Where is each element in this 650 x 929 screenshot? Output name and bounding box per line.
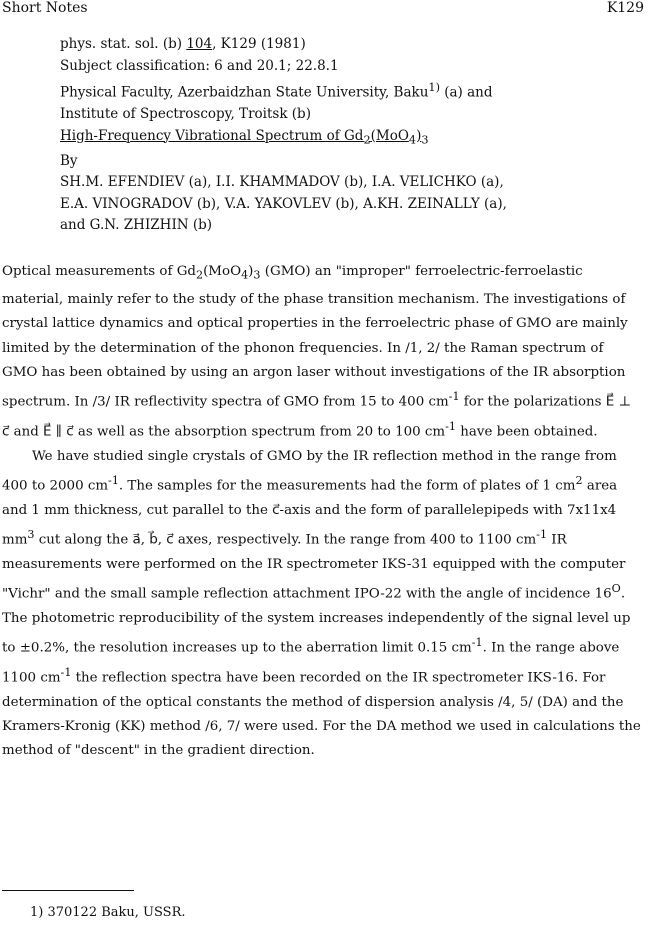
paragraph-1: Optical measurements of $Gd_2(MoO_4)_3$ (GMO) an "improper" ferroelectric-ferroelastic material, mainly refer to the study of the phase transition mechanism. The investigations of crystal lattice dynamics and optical properties in the ferroelectric phase of GMO are mainly limited by the determination of the phonon frequencies. In /1, 2/ the Raman spectrum of GMO has been obtained by using an argon laser without investigations of the IR absorption spectrum. In /3/ IR reflectivity spectra of GMO from 15 to 400 $cm^{-1}$ for the polarizations E⃗ ⊥ c⃗ and E⃗ ∥ c⃗ as well as the absorption spectrum from 20 to 100 $cm^{-1}$ have been obtained. bbox=[2, 264, 632, 440]
paragraph-2: We have studied single crystals of GMO by the IR reflection method in the range from 400 to 2000 $cm^{-1}$. The samples for the measurements had the form of plates of 1 $cm^2$ area and 1 mm thickness, cut parallel to the c⃗-axis and the form of parallelepipeds with 7x11x4 $mm^3$ cut along the a⃗, b⃗, c⃗ axes, respectively. In the range from 400 to 1100 $cm^{-1}$ IR measurements were performed on the IR spectrometer IKS-31 equipped with the computer "Vichr" and the small sample reflection attachment IPO-22 with the angle of incidence $16^O$. The photometric reproducibility of the system increases independently of the signal level up to ±0.2%, the resolution increases up to the aberration limit 0.15 $cm^{-1}$. In the range above 1100 $cm^{-1}$ the reflection spectra have been recorded on the IR spectrometer IKS-16. For determination of the optical constants the method of dispersion analysis /4, 5/ (DA) and the Kramers-Kronig (KK) method /6, 7/ were used. For the DA method we used in calculations the method of "descent" in the gradient direction. bbox=[2, 448, 641, 759]
article-title: High-Frequency Vibrational Spectrum of $Gd_2(MoO_4)_3$ bbox=[60, 127, 429, 147]
footnote-rule bbox=[2, 890, 134, 891]
running-header bbox=[0, 0, 650, 18]
footnote: 1) 370122 Baku, USSR. bbox=[30, 905, 186, 920]
page-number: K129 bbox=[606, 0, 644, 16]
authors-line-3: and G.N. ZHIZHIN (b) bbox=[60, 217, 213, 234]
affiliation-1: Physical Faculty, Azerbaidzhan State University, Baku$^{1)}$ (a) and bbox=[60, 81, 493, 101]
journal-citation: phys. stat. sol. (b) 104, K129 (1981) bbox=[60, 36, 306, 52]
article-meta bbox=[60, 34, 640, 237]
authors-line-2: E.A. VINOGRADOV (b), V.A. YAKOVLEV (b), A.KH. ZEINALLY (a), bbox=[60, 195, 507, 212]
authors-line-1: SH.M. EFENDIEV (a), I.I. KHAMMADOV (b), I.A. VELICHKO (a), bbox=[60, 174, 504, 191]
article-body bbox=[2, 260, 642, 764]
header-left: Short Notes bbox=[2, 0, 88, 16]
by-line: By bbox=[60, 152, 78, 169]
affiliation-2: Institute of Spectroscopy, Troitsk (b) bbox=[60, 106, 311, 122]
subject-classification: Subject classification: 6 and 20.1; 22.8.1 bbox=[60, 57, 339, 74]
